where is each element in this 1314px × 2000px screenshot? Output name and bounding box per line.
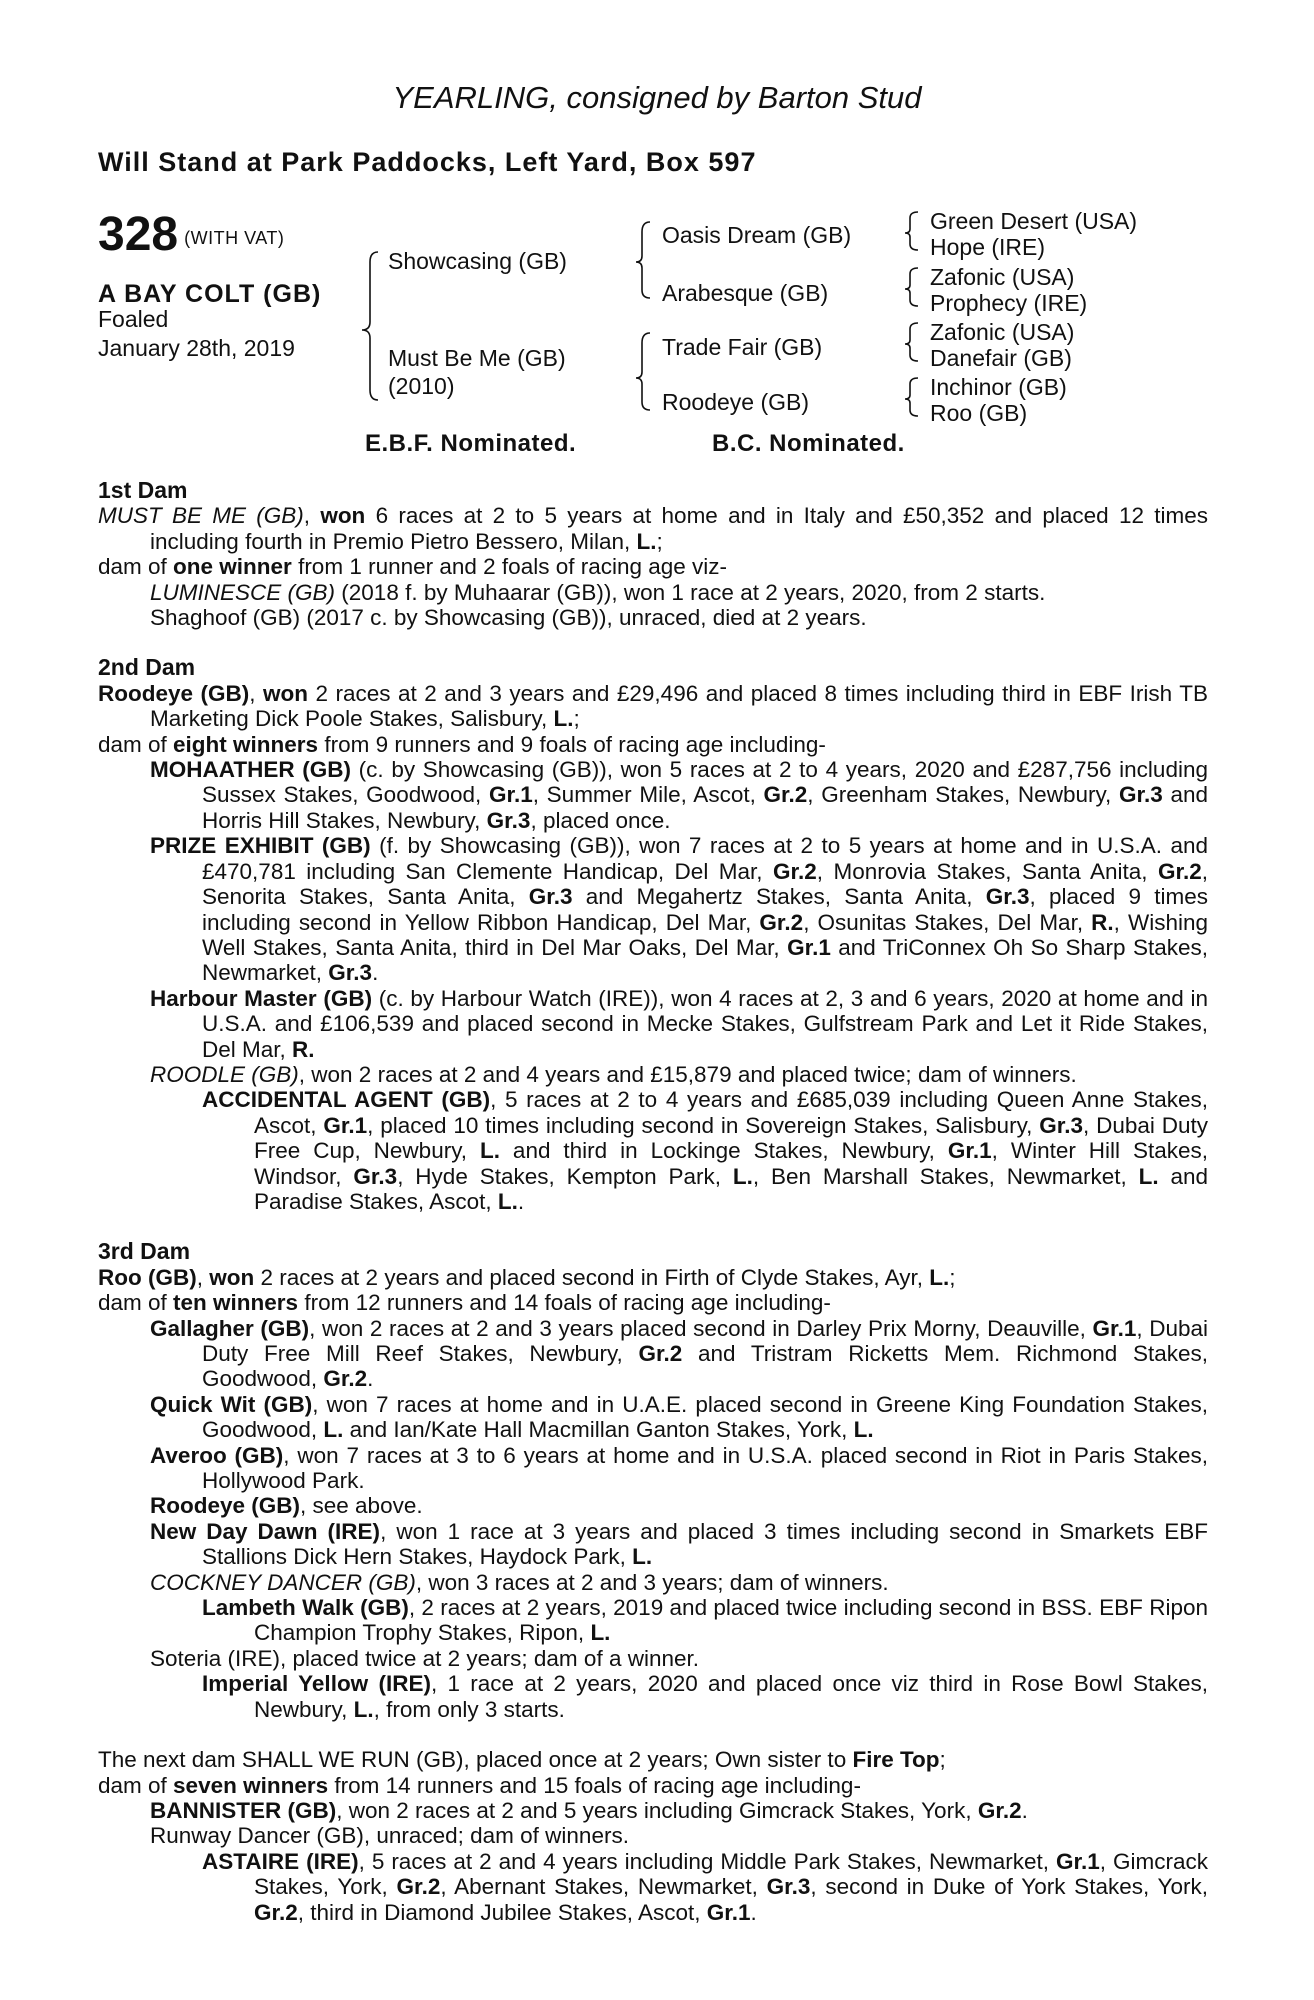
list-item: Imperial Yellow (IRE), 1 race at 2 years, 2020 and placed once viz third in Rose Bowl Stakes, Newbury, L., from only 3 starts. bbox=[202, 1671, 1209, 1722]
pedigree-sire-sire: Oasis Dream (GB) bbox=[662, 222, 852, 248]
list-item: Harbour Master (GB) (c. by Harbour Watch (IRE)), won 4 races at 2, 3 and 6 years, 2020 at home and in U.S.A. and £106,539 and placed second in Mecke Stakes, Gulfstream Park and Let it Ride Stakes, Del Mar, R. bbox=[150, 985, 1208, 1062]
list-item: BANNISTER (GB), won 2 races at 2 and 5 years including Gimcrack Stakes, York, Gr.2. bbox=[150, 1797, 1028, 1823]
third-dam-heading: 3rd Dam bbox=[98, 1238, 191, 1265]
pedigree-dam-sire: Trade Fair (GB) bbox=[662, 334, 823, 360]
pedigree-dss: Zafonic (USA) bbox=[930, 319, 1075, 345]
list-item: Averoo (GB), won 7 races at 3 to 6 years at home and in U.S.A. placed second in Riot in Paris Stakes, Hollywood Park. bbox=[150, 1442, 1209, 1494]
second-dam-heading: 2nd Dam bbox=[98, 654, 196, 681]
third-dam-record: Roo (GB), won 2 races at 2 years and placed second in Firth of Clyde Stakes, Ayr, L.; bbox=[98, 1264, 956, 1290]
pedigree-sdd: Prophecy (IRE) bbox=[930, 290, 1088, 316]
pedigree-sss: Green Desert (USA) bbox=[930, 208, 1138, 234]
list-item: PRIZE EXHIBIT (GB) (f. by Showcasing (GB)), won 7 races at 2 to 5 years at home and in U.S.A. and £470,781 including San Clemente Handicap, Del Mar, Gr.2, Monrovia Stakes, Santa Anita, Gr.2, Senorita Stakes, Santa Anita, Gr.3 and Megahertz Stakes, Santa Anita, Gr.3, placed 9 times including second in Yellow Ribbon Handicap, Del Mar, Gr.2, Osunitas Stakes, Del Mar, R., Wishing Well Stakes, Santa Anita, third in Del Mar Oaks, Del Mar, Gr.1 and TriConnex Oh So Sharp Stakes, Newmarket, Gr.3. bbox=[150, 833, 1209, 986]
first-dam-heading: 1st Dam bbox=[98, 477, 188, 503]
list-item: ACCIDENTAL AGENT (GB), 5 races at 2 to 4 years and £685,039 including Queen Anne Stakes, Ascot, Gr.1, placed 10 times including second in Sovereign Stakes, Salisbury, Gr.3, Dubai Duty Free Cup, Newbury, L. and third in Lockinge Stakes, Newbury, Gr.1, Winter Hill Stakes, Windsor, Gr.3, Hyde Stakes, Kempton Park, L., Ben Marshall Stakes, Newmarket, L. and Paradise Stakes, Ascot, L.. bbox=[202, 1087, 1209, 1214]
pedigree-dam-year: (2010) bbox=[388, 373, 455, 399]
consignor-heading: YEARLING, consigned by Barton Stud bbox=[392, 80, 922, 115]
pedigree-dds: Inchinor (GB) bbox=[930, 374, 1067, 400]
list-item: Gallagher (GB), won 2 races at 2 and 3 years placed second in Darley Prix Morny, Deauville, Gr.1, Dubai Duty Free Mill Reef Stakes, Newbury, Gr.2 and Tristram Ricketts Mem. Richmond Stakes, Goodwood, Gr.2. bbox=[150, 1315, 1208, 1392]
list-item: Shaghoof (GB) (2017 c. by Showcasing (GB)), unraced, died at 2 years. bbox=[150, 605, 867, 631]
pedigree-sds: Zafonic (USA) bbox=[930, 264, 1075, 290]
list-item: Quick Wit (GB), won 7 races at home and in U.A.E. placed second in Greene King Foundation Stakes, Goodwood, L. and Ian/Kate Hall Macmillan Ganton Stakes, York, L. bbox=[150, 1391, 1208, 1443]
list-item: MOHAATHER (GB) (c. by Showcasing (GB)), won 5 races at 2 to 4 years, 2020 and £287,756 including Sussex Stakes, Goodwood, Gr.1, Summer Mile, Ascot, Gr.2, Greenham Stakes, Newbury, Gr.3 and Horris Hill Stakes, Newbury, Gr.3, placed once. bbox=[150, 757, 1208, 833]
third-dam-produce: dam of ten winners from 12 runners and 14 foals of racing age including- bbox=[98, 1290, 831, 1316]
list-item: COCKNEY DANCER (GB), won 3 races at 2 and 3 years; dam of winners. bbox=[150, 1569, 889, 1595]
first-dam-produce: dam of one winner from 1 runner and 2 foals of racing age viz- bbox=[98, 554, 728, 580]
pedigree-dam-dam: Roodeye (GB) bbox=[662, 389, 810, 415]
second-dam-produce: dam of eight winners from 9 runners and 9 foals of racing age including- bbox=[98, 731, 826, 757]
next-dam-record: The next dam SHALL WE RUN (GB), placed once at 2 years; Own sister to Fire Top; bbox=[98, 1747, 946, 1773]
stand-location: Will Stand at Park Paddocks, Left Yard, Box 597 bbox=[98, 147, 757, 177]
pedigree-ddd: Roo (GB) bbox=[930, 400, 1028, 426]
next-dam-produce: dam of seven winners from 14 runners and 15 foals of racing age including- bbox=[98, 1772, 861, 1798]
first-dam-record: MUST BE ME (GB), won 6 races at 2 to 5 years at home and in Italy and £50,352 and placed 12 times including fourth in Premio Pietro Bessero, Milan, L.; bbox=[98, 503, 1208, 554]
lot-title: A BAY COLT (GB) bbox=[98, 280, 322, 308]
list-item: Roodeye (GB), see above. bbox=[150, 1493, 423, 1519]
pedigree-ssd: Hope (IRE) bbox=[930, 234, 1046, 260]
second-dam-record: Roodeye (GB), won 2 races at 2 and 3 years and £29,496 and placed 8 times including third in EBF Irish TB Marketing Dick Poole Stakes, Salisbury, L.; bbox=[98, 680, 1208, 732]
bc-nominated: B.C. Nominated. bbox=[712, 430, 905, 457]
list-item: Soteria (IRE), placed twice at 2 years; dam of a winner. bbox=[150, 1645, 699, 1671]
lot-number-value: 328 bbox=[98, 208, 179, 261]
pedigree-sire: Showcasing (GB) bbox=[388, 248, 567, 274]
list-item: New Day Dawn (IRE), won 1 race at 3 years and placed 3 times including second in Smarkets EBF Stallions Dick Hern Stakes, Haydock Park, L. bbox=[150, 1518, 1208, 1570]
pedigree-dam: Must Be Me (GB) bbox=[388, 345, 566, 371]
ebf-nominated: E.B.F. Nominated. bbox=[365, 430, 577, 457]
foaled-label: Foaled bbox=[98, 306, 169, 332]
list-item: Lambeth Walk (GB), 2 races at 2 years, 2019 and placed twice including second in BSS. EBF Ripon Champion Trophy Stakes, Ripon, L. bbox=[202, 1595, 1208, 1646]
vat-label: (WITH VAT) bbox=[184, 228, 285, 248]
list-item: LUMINESCE (GB) (2018 f. by Muhaarar (GB)), won 1 race at 2 years, 2020, from 2 starts. bbox=[150, 579, 1046, 605]
pedigree-sire-dam: Arabesque (GB) bbox=[662, 280, 829, 306]
pedigree-dsd: Danefair (GB) bbox=[930, 345, 1072, 371]
list-item: Runway Dancer (GB), unraced; dam of winners. bbox=[150, 1823, 629, 1849]
produce-record bbox=[98, 478, 1208, 1925]
list-item: ASTAIRE (IRE), 5 races at 2 and 4 years including Middle Park Stakes, Newmarket, Gr.1, Gimcrack Stakes, York, Gr.2, Abernant Stakes, Newmarket, Gr.3, second in Duke of York Stakes, York, Gr.2, third in Diamond Jubilee Stakes, Ascot, Gr.1. bbox=[202, 1848, 1208, 1925]
list-item: ROODLE (GB), won 2 races at 2 and 4 years and £15,879 and placed twice; dam of winners. bbox=[150, 1061, 1077, 1087]
foaled-date: January 28th, 2019 bbox=[98, 335, 295, 361]
